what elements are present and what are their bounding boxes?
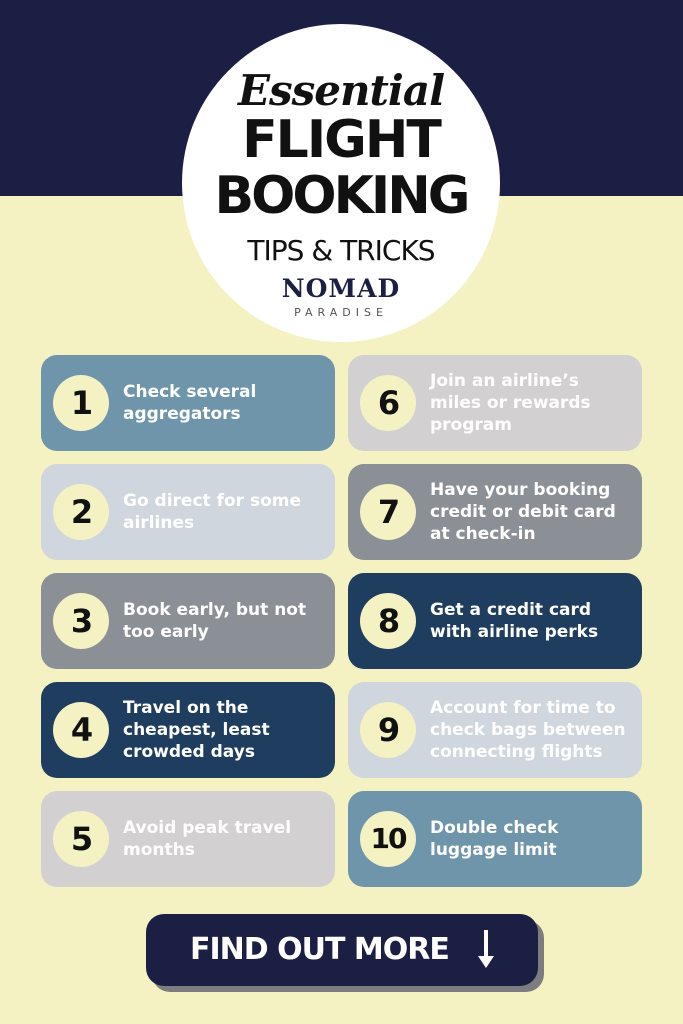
- tip-card-4: [41, 682, 335, 778]
- tip-card-5: [41, 791, 335, 887]
- tip-number: 2: [53, 484, 109, 540]
- tip-text: Book early, but not too early: [123, 600, 307, 642]
- tip-card-7: [348, 464, 642, 560]
- tip-number: 3: [53, 593, 109, 649]
- brand-logo: NOMAD: [281, 274, 401, 303]
- tip-text: Avoid peak travel months: [123, 818, 292, 860]
- title-booking: BOOKING: [214, 166, 468, 226]
- tip-number: 10: [360, 811, 416, 867]
- tip-number: 8: [360, 593, 416, 649]
- title-badge: [182, 24, 500, 342]
- tip-number: 9: [360, 702, 416, 758]
- cta-label: FIND OUT MORE: [190, 932, 449, 967]
- tip-text: Get a credit card with airline perks: [430, 600, 599, 642]
- arrow-down-icon: [476, 930, 496, 970]
- tip-text: Travel on the cheapest, least crowded days: [123, 698, 270, 762]
- tip-card-9: [348, 682, 642, 778]
- tip-card-3: [41, 573, 335, 669]
- title-script: Essential: [237, 66, 445, 115]
- tip-text: Join an airline’s miles or rewards program: [430, 371, 591, 435]
- find-out-more-button[interactable]: [146, 914, 538, 986]
- tip-card-6: [348, 355, 642, 451]
- tip-text: Account for time to check bags between connecting flights: [430, 698, 626, 762]
- tip-card-10: [348, 791, 642, 887]
- title-flight: FLIGHT: [242, 110, 440, 170]
- tip-number: 6: [360, 375, 416, 431]
- tip-number: 4: [53, 702, 109, 758]
- tip-card-2: [41, 464, 335, 560]
- tip-text: Have your booking credit or debit card at check-in: [430, 480, 616, 544]
- tip-number: 5: [53, 811, 109, 867]
- tip-card-1: [41, 355, 335, 451]
- tip-text: Go direct for some airlines: [123, 491, 302, 533]
- tip-number: 7: [360, 484, 416, 540]
- title-tips: TIPS & TRICKS: [247, 234, 435, 267]
- brand-sub: PARADISE: [294, 306, 388, 319]
- tip-text: Double check luggage limit: [430, 818, 559, 860]
- tip-text: Check several aggregators: [123, 382, 257, 424]
- tip-number: 1: [53, 375, 109, 431]
- tip-card-8: [348, 573, 642, 669]
